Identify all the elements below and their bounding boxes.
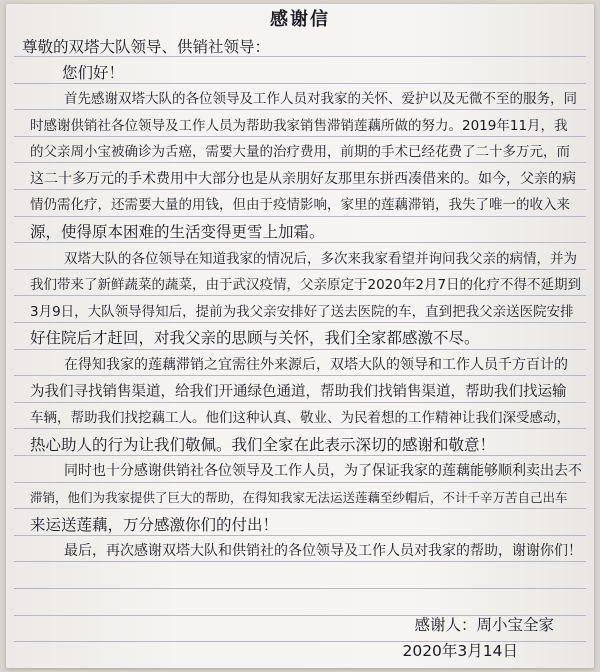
body-line: 车辆，帮助我们找挖藕工人。他们这种认真、敬业、为民着想的工作精神让我们深受感动，: [30, 410, 570, 426]
body-line: 情仍需化疗，还需要大量的用钱，但由于疫情影响，家里的莲藕滞销，我失了唯一的收入来: [30, 197, 570, 213]
letter-paper: [6, 4, 594, 668]
body-line: 双塔大队的各位领导在知道我家的情况后，多次来我家看望并询问我父亲的病情，并为: [64, 251, 577, 267]
body-line: 首先感谢双塔大队的各位领导及工作人员对我家的关怀、爱护以及无微不至的服务，同: [64, 91, 577, 107]
body-line: 来运送莲藕，万分感激你们的付出！: [30, 516, 279, 534]
body-line: 滞销，他们为我家提供了巨大的帮助，在得知我家无法运送莲藕至纱帽后，不计千辛万苦自己出车: [30, 490, 568, 505]
letter-title: 感谢信: [270, 9, 330, 30]
body-line: 最后，再次感谢双塔大队和供销社的各位领导及工作人员对我家的帮助，谢谢你们！: [64, 543, 582, 559]
body-line: 我们带来了新鲜蔬菜的蔬菜，由于武汉疫情，父亲原定于2020年2月7日的化疗不得不延期到: [30, 277, 582, 293]
body-line: 热心助人的行为让我们敬佩。我们全家在此表示深切的感谢和敬意！: [30, 436, 496, 454]
greeting: 您们好！: [62, 64, 125, 82]
salutation: 尊敬的双塔大队领导、供销社领导：: [22, 38, 271, 56]
body-line: 好住院后才赶回，对我父亲的思顾与关怀，我们全家都感激不尽。: [30, 329, 480, 347]
body-line: 同时也十分感谢供销社各位领导及工作人员，为了保证我家的莲藕能够顺利卖出去不: [64, 463, 582, 479]
signature: 感谢人：周小宝全家: [414, 616, 554, 634]
body-line: 3月9日，大队领导得知后，提前为我父亲安排好了送去医院的车，直到把我父亲送医院安排: [30, 304, 574, 320]
body-line: 这二十多万元的手术费用中大部分也是从亲朋好友那里东拼西凑借来的。如今，父亲的病: [30, 171, 576, 187]
body-line: 源，使得原本困难的生活变得更雪上加霜。: [30, 223, 325, 241]
body-line: 的父亲周小宝被确诊为舌癌，需要大量的治疗费用，前期的手术已经花费了二十多万元，而: [30, 144, 570, 160]
body-line: 为我们寻找销售渠道，给我们开通绿色通道，帮助我们找销售渠道，帮助我们找运输: [30, 384, 567, 400]
body-line: 时感谢供销社各位领导及工作人员为帮助我家销售滞销莲藕所做的努力。2019年11月，我: [30, 118, 568, 134]
rule-line: [14, 588, 586, 589]
body-line: 在得知我家的莲藕滞销之宜需往外来源后，双塔大队的领导和工作人员千方百计的: [64, 357, 568, 373]
letter-date: 2020年3月14日: [402, 642, 518, 660]
